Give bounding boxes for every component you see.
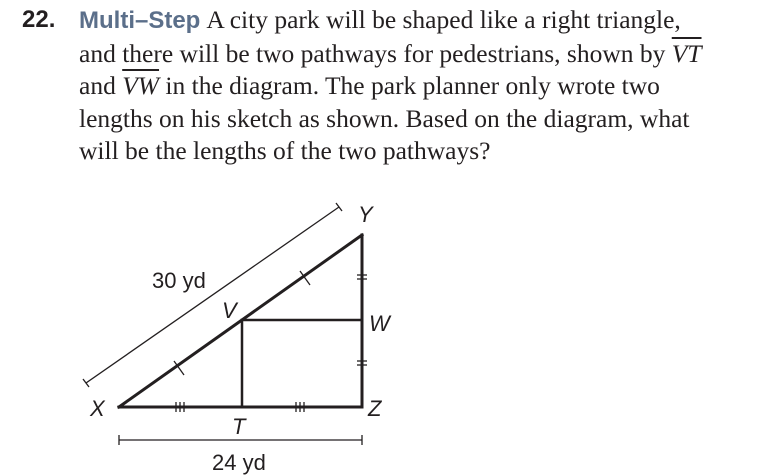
label-y: Y bbox=[358, 202, 373, 227]
hypotenuse-dimension-line bbox=[83, 203, 342, 387]
base-length-label: 24 yd bbox=[212, 450, 266, 475]
label-w: W bbox=[369, 311, 390, 336]
statement-line-5: will be the lengths of the two pathways? bbox=[79, 136, 491, 165]
label-z: Z bbox=[368, 396, 382, 421]
problem-number: 22. bbox=[22, 6, 56, 33]
hypotenuse-length-label: 30 yd bbox=[152, 268, 206, 293]
statement-line-4: lengths on his sketch as shown. Based on the diagram, what bbox=[79, 103, 690, 133]
label-x: X bbox=[90, 396, 105, 421]
statement-line-1-text: A city park will be shaped like a right triangle, bbox=[206, 5, 681, 34]
problem-tag: Multi–Step bbox=[79, 7, 201, 34]
label-t: T bbox=[232, 414, 246, 439]
statement-line-3-text: in the diagram. The park planner only wrote two bbox=[165, 71, 660, 100]
statement-line-2-text: and there will be two pathways for pedestrians, shown by bbox=[79, 38, 666, 68]
segment-vw-label: $\overline{VW}$ bbox=[122, 71, 160, 100]
statement-line-3-pre: and bbox=[79, 71, 116, 100]
label-v: V bbox=[222, 298, 237, 323]
segment-vt-label: $\overline{VT}$ bbox=[671, 38, 702, 68]
